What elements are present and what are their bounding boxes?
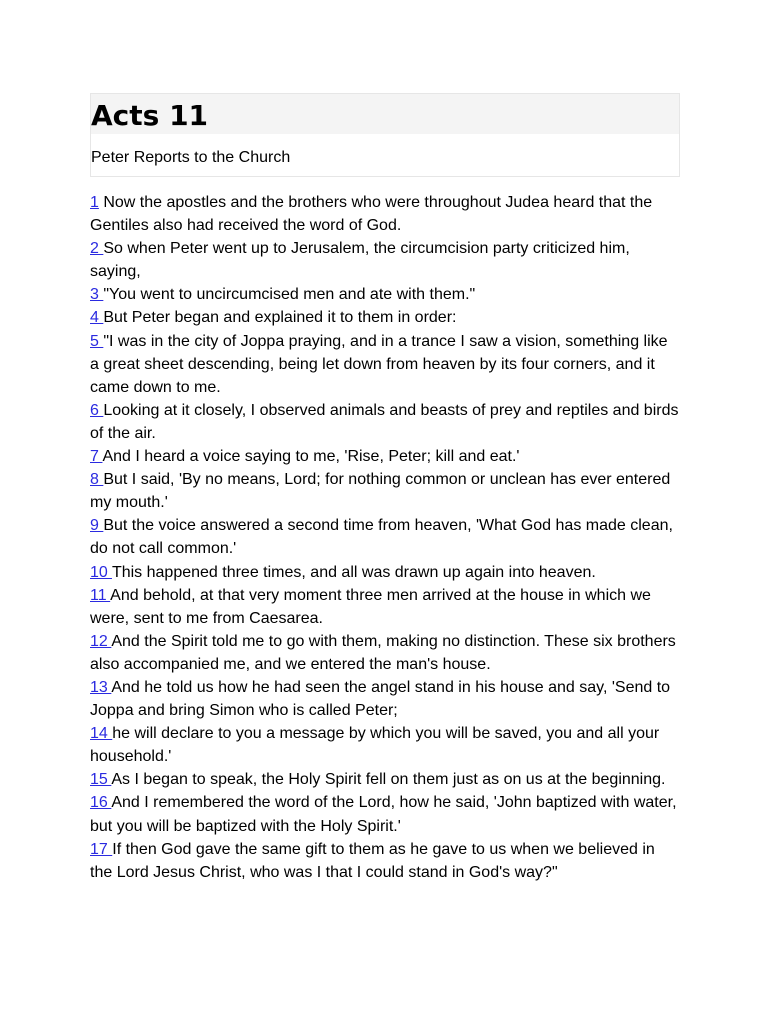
verse-number-link[interactable]: 13 [90, 678, 112, 696]
verse-text: And I heard a voice saying to me, 'Rise, Peter; kill and eat.' [102, 448, 520, 466]
verse-text: If then God gave the same gift to them as he gave to us when we believed in the Lord Jesus Christ, who was I that I could stand in God's way?" [90, 840, 655, 881]
verse-text: This happened three times, and all was drawn up again into heaven. [111, 563, 596, 581]
chapter-title: Acts 11 [91, 99, 209, 132]
verse-item [90, 330, 680, 399]
verse-text: And he told us how he had seen the angel stand in his house and say, 'Send to Joppa and bring Simon who is called Peter; [90, 678, 671, 720]
verse-item [90, 630, 680, 676]
verse-number-link[interactable]: 10 [90, 563, 112, 581]
verse-item [90, 768, 680, 791]
verse-number-link[interactable]: 8 [90, 471, 104, 489]
verse-item [90, 237, 680, 283]
verse-number-link[interactable]: 9 [90, 517, 104, 535]
verse-text: Now the apostles and the brothers who were throughout Judea heard that the Gentiles also had received the word of God. [90, 194, 653, 235]
verse-number-link[interactable]: 3 [90, 286, 104, 304]
verse-item [90, 399, 680, 445]
verse-text: And behold, at that very moment three men arrived at the house in which we were, sent to me from Caesarea. [90, 586, 651, 627]
verse-item [90, 445, 680, 468]
document-page [90, 93, 680, 884]
verse-item [90, 722, 680, 768]
verse-text: So when Peter went up to Jerusalem, the circumcision party criticized him, saying, [90, 240, 630, 281]
verse-number-link[interactable]: 14 [90, 725, 113, 743]
verse-item [90, 514, 680, 560]
verse-text: But I said, 'By no means, Lord; for nothing common or unclean has ever entered my mouth.' [90, 471, 671, 512]
section-heading: Peter Reports to the Church [91, 149, 291, 166]
verse-item [90, 283, 680, 306]
verse-list [90, 191, 680, 884]
verse-number-link[interactable]: 11 [90, 586, 111, 604]
verse-number-link[interactable]: 7 [90, 448, 103, 466]
verse-text: "You went to uncircumcised men and ate with them." [103, 286, 476, 304]
verse-number-link[interactable]: 4 [90, 309, 104, 327]
verse-text: And the Spirit told me to go with them, making no distinction. These six brothers also accompanied me, and we entered the man's house. [90, 632, 676, 673]
verse-number-link[interactable]: 15 [90, 771, 112, 789]
verse-number-link[interactable]: 12 [90, 632, 112, 650]
verse-item [90, 306, 680, 329]
verse-item [90, 561, 680, 584]
verse-item [90, 584, 680, 630]
verse-item [90, 676, 680, 722]
verse-number-link[interactable]: 16 [90, 794, 112, 812]
verse-item [90, 838, 680, 884]
verse-text: As I began to speak, the Holy Spirit fell on them just as on us at the beginning. [111, 771, 666, 789]
verse-item [90, 191, 680, 237]
chapter-header [90, 93, 680, 177]
verse-number-link[interactable]: 1 [90, 194, 99, 211]
verse-text: And I remembered the word of the Lord, how he said, 'John baptized with water, but you will be baptized with the Holy Spirit.' [90, 794, 677, 835]
verse-text: "I was in the city of Joppa praying, and in a trance I saw a vision, something like a great sheet descending, being let down from heaven by its four corners, and it came down to me. [90, 332, 668, 396]
verse-text: But the voice answered a second time from heaven, 'What God has made clean, do not call common.' [90, 517, 673, 558]
verse-text: But Peter began and explained it to them in order: [103, 309, 457, 327]
verse-number-link[interactable]: 5 [90, 332, 104, 350]
verse-number-link[interactable]: 2 [90, 240, 104, 258]
verse-item [90, 468, 680, 514]
verse-number-link[interactable]: 17 [90, 840, 113, 858]
verse-text: Looking at it closely, I observed animals and beasts of prey and reptiles and birds of the air. [90, 401, 679, 442]
verse-item [90, 791, 680, 837]
verse-number-link[interactable]: 6 [90, 401, 104, 419]
verse-text: he will declare to you a message by which you will be saved, you and all your household.' [90, 725, 660, 766]
title-band [91, 94, 679, 134]
